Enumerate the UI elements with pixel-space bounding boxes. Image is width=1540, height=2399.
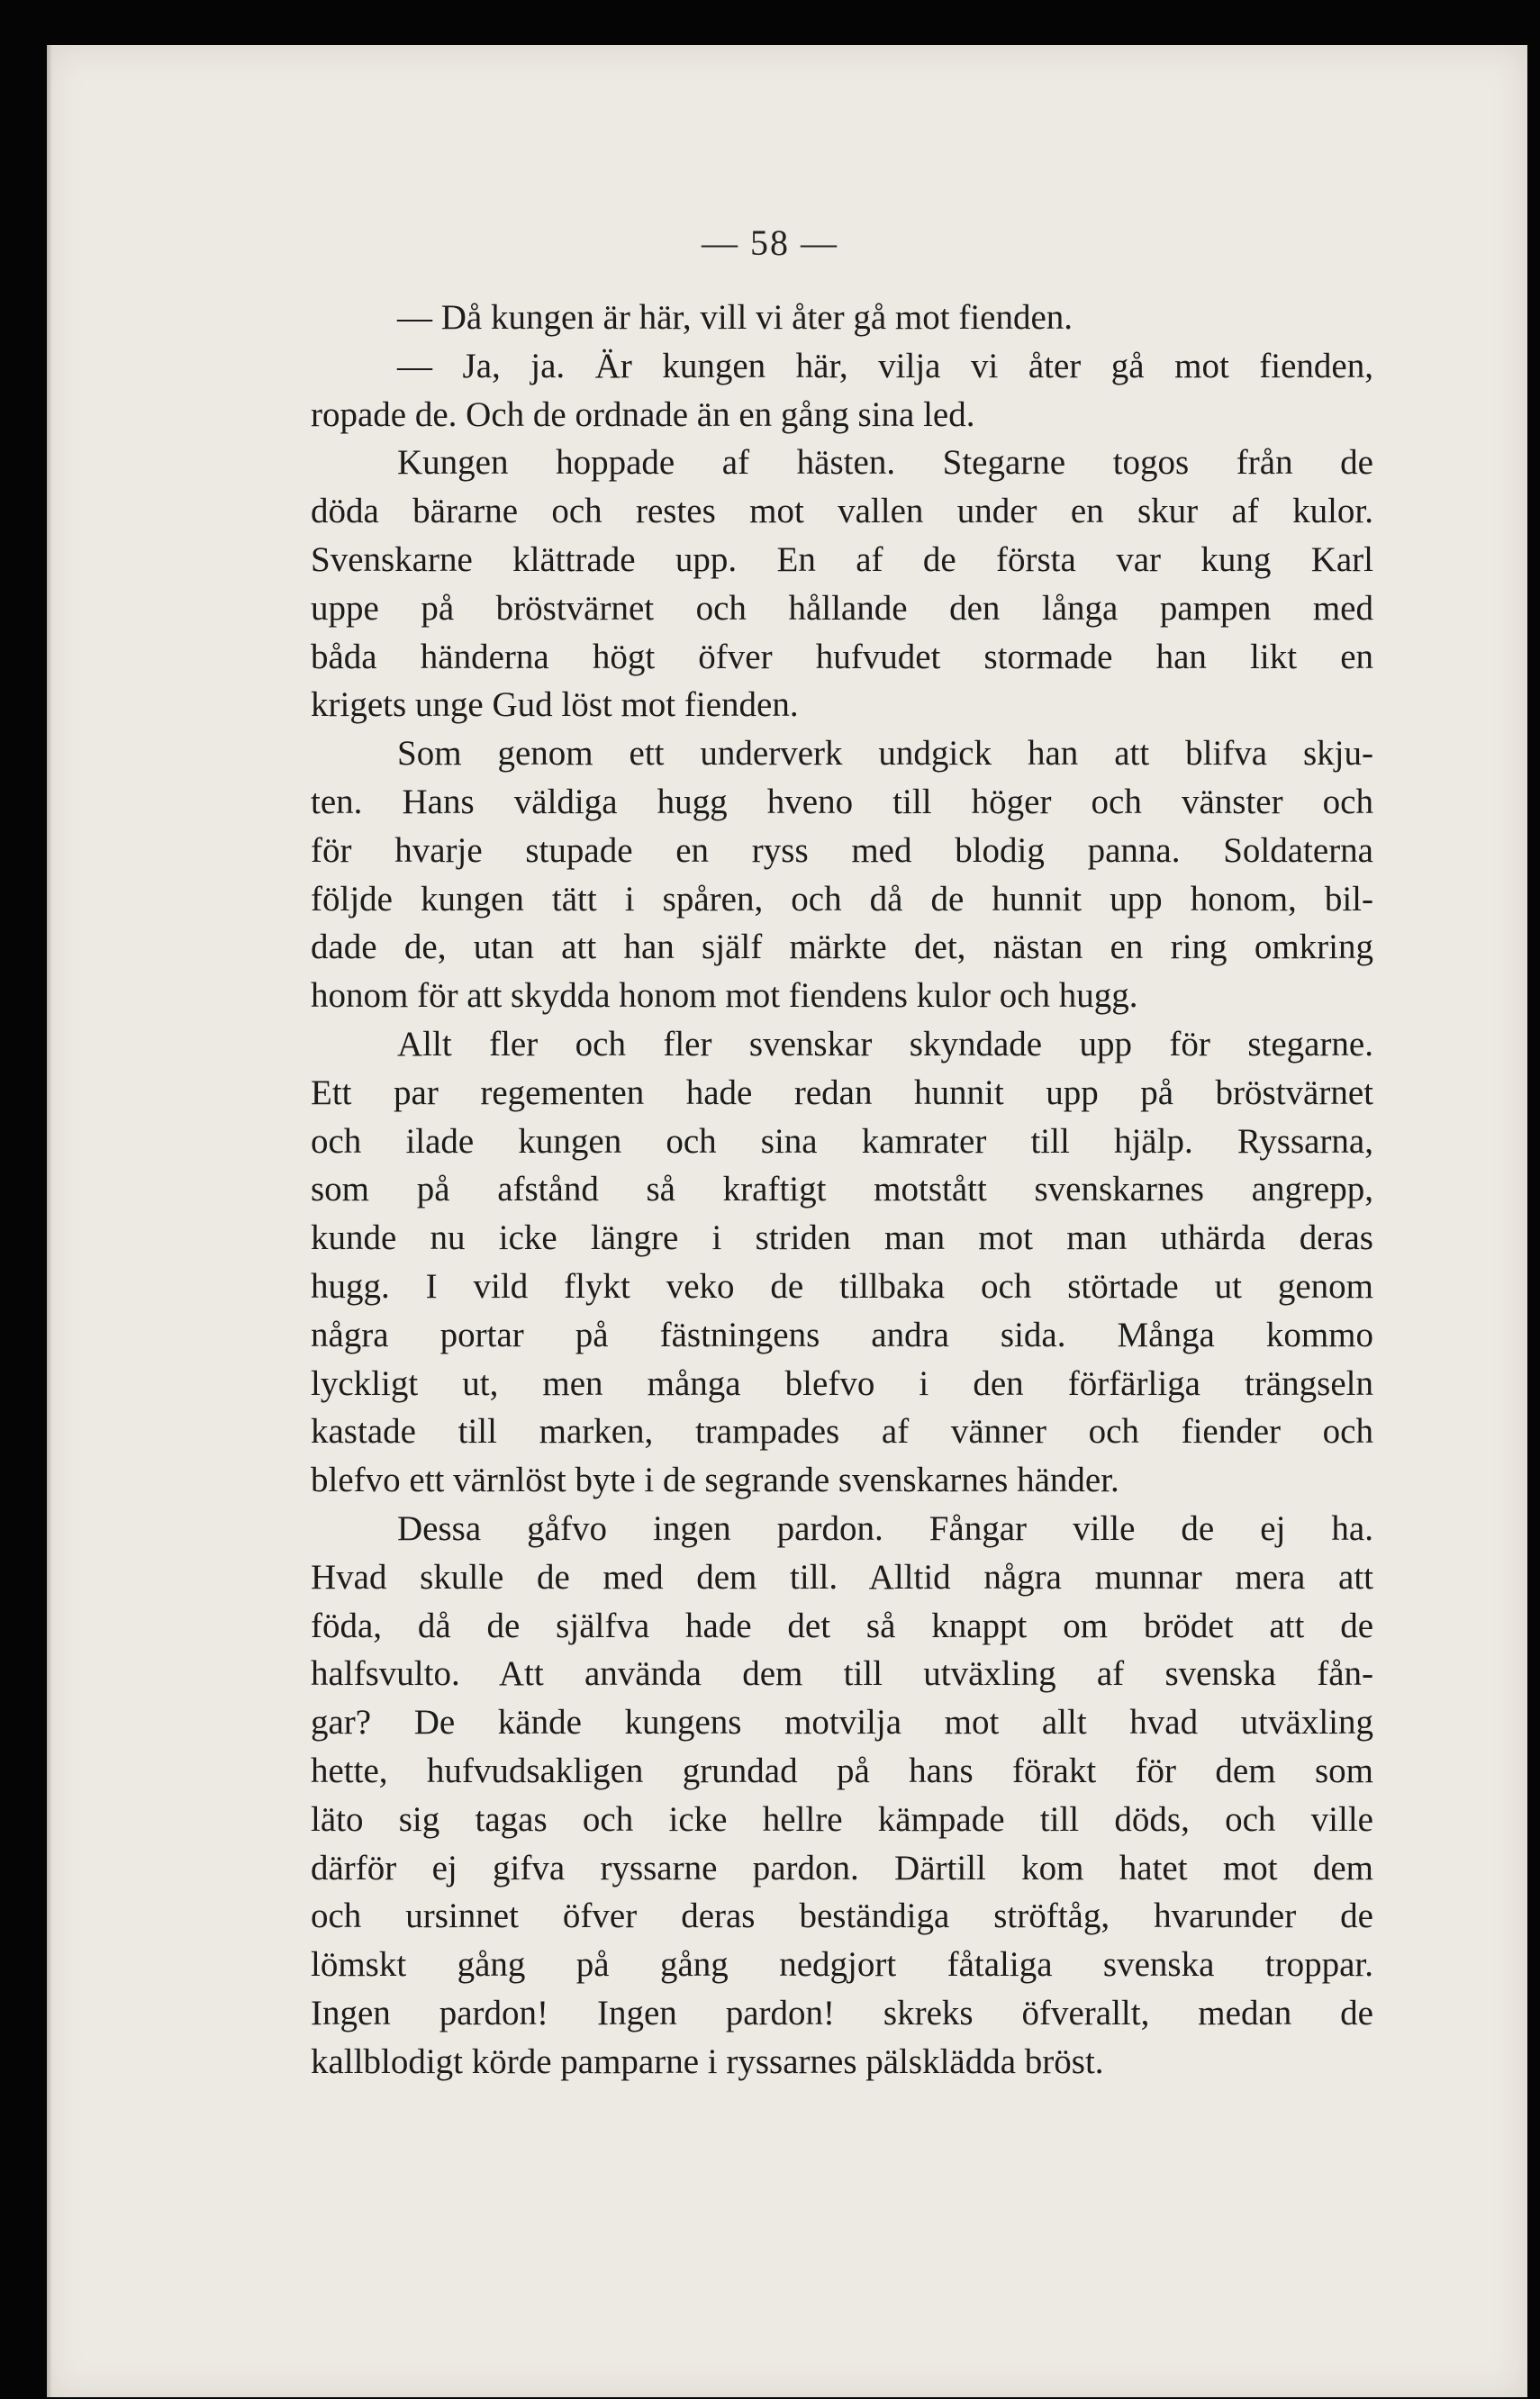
- text-line: Allt fler och fler svenskar skyndade upp för stegarne.: [397, 1024, 1373, 1064]
- text-line: Som genom ett underverk undgick han att blifva skju-: [397, 734, 1373, 774]
- text-line: blefvo ett värnlöst byte i de segrande svenskarnes händer.: [311, 1461, 1119, 1500]
- text-line: — Ja, ja. Är kungen här, vilja vi åter gå mot fienden,: [397, 346, 1373, 385]
- text-line: ten. Hans väldiga hugg hveno till höger och vänster och: [311, 782, 1373, 821]
- text-line: Svenskarne klättrade upp. En af de första var kung Karl: [311, 539, 1373, 579]
- text-line: kunde nu icke längre i striden man mot man uthärda deras: [311, 1218, 1373, 1258]
- text-line: dade de, utan att han själf märkte det, nästan en ring omkring: [311, 928, 1373, 967]
- text-line: hette, hufvudsakligen grundad på hans förakt för dem som: [311, 1751, 1373, 1790]
- text-line: Ett par regementen hade redan hunnit upp på bröstvärnet: [311, 1073, 1373, 1112]
- text-line: Hvad skulle de med dem till. Alltid några munnar mera att: [311, 1557, 1373, 1597]
- text-line: hugg. I vild flykt veko de tillbaka och störtade ut genom: [311, 1266, 1373, 1306]
- text-line: ropade de. Och de ordnade än en gång sina led.: [311, 394, 975, 434]
- text-line: krigets unge Gud löst mot fienden.: [311, 685, 799, 725]
- text-line: därför ej gifva ryssarne pardon. Därtill kom hatet mot dem: [311, 1848, 1373, 1888]
- page-number: — 58 —: [702, 222, 838, 263]
- text-line: — Då kungen är här, vill vi åter gå mot fienden.: [397, 298, 1073, 337]
- text-line: Ingen pardon! Ingen pardon! skreks öfverallt, medan de: [311, 1993, 1373, 2032]
- text-line: Dessa gåfvo ingen pardon. Fångar ville de ej ha.: [397, 1508, 1373, 1548]
- text-line: som på afstånd så kraftigt motstått svenskarnes angrepp,: [311, 1170, 1373, 1209]
- text-line: några portar på fästningens andra sida. Många kommo: [311, 1315, 1373, 1354]
- text-line: lömskt gång på gång nedgjort fåtaliga svenska troppar.: [311, 1945, 1373, 1985]
- body-text: [311, 294, 1373, 2086]
- text-line: döda bärarne och restes mot vallen under en skur af kulor.: [311, 492, 1373, 531]
- text-line: gar? De kände kungens motvilja mot allt hvad utväxling: [311, 1703, 1373, 1743]
- text-line: och ursinnet öfver deras beständiga ströftåg, hvarunder de: [311, 1897, 1373, 1936]
- text-line: Kungen hoppade af hästen. Stegarne togos från de: [397, 443, 1373, 483]
- text-line: halfsvulto. Att använda dem till utväxling af svenska fån-: [311, 1654, 1373, 1694]
- text-line: honom för att skydda honom mot fiendens kulor och hugg.: [311, 976, 1138, 1016]
- text-line: båda händerna högt öfver hufvudet stormade han likt en: [311, 637, 1373, 676]
- text-line: läto sig tagas och icke hellre kämpade till döds, och ville: [311, 1799, 1373, 1839]
- text-line: lyckligt ut, men många blefvo i den förfärliga trängseln: [311, 1363, 1373, 1403]
- text-line: uppe på bröstvärnet och hållande den långa pampen med: [311, 588, 1373, 628]
- text-line: och ilade kungen och sina kamrater till hjälp. Ryssarna,: [311, 1121, 1373, 1161]
- text-line: för hvarje stupade en ryss med blodig panna. Soldaterna: [311, 830, 1373, 870]
- text-line: kastade till marken, trampades af vänner och fiender och: [311, 1412, 1373, 1452]
- text-line: föda, då de själfva hade det så knappt om brödet att de: [311, 1606, 1373, 1645]
- text-line: kallblodigt körde pamparne i ryssarnes pälsklädda bröst.: [311, 2041, 1104, 2081]
- text-line: följde kungen tätt i spåren, och då de hunnit upp honom, bil-: [311, 879, 1373, 919]
- page-edge-shadow: [47, 45, 52, 2397]
